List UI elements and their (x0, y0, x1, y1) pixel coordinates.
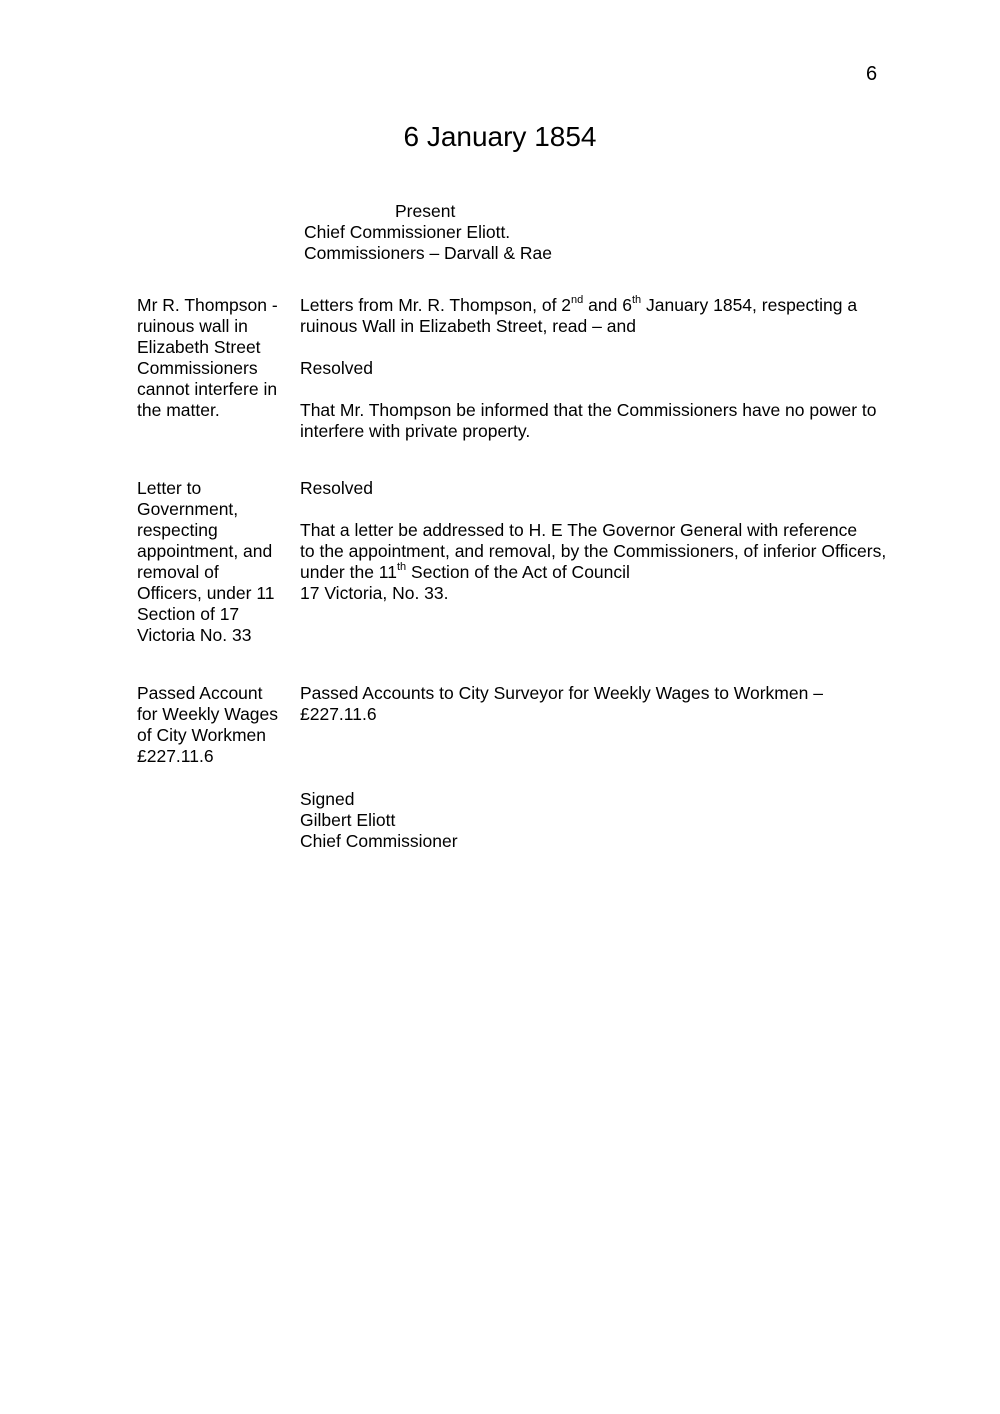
margin-line: appointment, and (137, 541, 273, 561)
letters-line-2: ruinous Wall in Elizabeth Street, read – and (300, 316, 636, 336)
margin-line: Elizabeth Street (137, 337, 261, 357)
resolution-line: to the appointment, and removal, by the Commissioners, of inferior Officers, (300, 541, 887, 561)
margin-line: £227.11.6 (137, 746, 214, 766)
signature-title: Chief Commissioner (300, 831, 458, 851)
margin-line: Officers, under 11 (137, 583, 275, 603)
margin-line: respecting (137, 520, 218, 540)
attendee-chief-commissioner: Chief Commissioner Eliott. (304, 222, 511, 242)
page-title: 6 January 1854 (403, 121, 597, 152)
margin-note-thompson (137, 295, 297, 421)
margin-line: Passed Account (137, 683, 263, 703)
resolution-line: 17 Victoria, No. 33. (300, 583, 449, 603)
margin-line: Commissioners (137, 358, 258, 378)
margin-note-government-letter (137, 478, 297, 646)
margin-line: Victoria No. 33 (137, 625, 252, 645)
signature-block (300, 789, 940, 852)
resolved-label: Resolved (300, 478, 373, 498)
margin-line: removal of (137, 562, 219, 582)
minute-passed-accounts (300, 683, 940, 725)
margin-line: for Weekly Wages (137, 704, 279, 724)
margin-line: Mr R. Thompson - (137, 295, 278, 315)
margin-line: Government, (137, 499, 239, 519)
resolution-line: interfere with private property. (300, 421, 531, 441)
margin-line: Section of 17 (137, 604, 240, 624)
margin-line: of City Workmen (137, 725, 267, 745)
margin-line: the matter. (137, 400, 220, 420)
signature-line: Signed (300, 789, 355, 809)
minute-thompson-letters (300, 295, 940, 337)
page-number: 6 (866, 63, 878, 85)
resolution-thompson (300, 400, 940, 442)
body-line: £227.11.6 (300, 704, 377, 724)
signature-name: Gilbert Eliott (300, 810, 396, 830)
resolution-line: That a letter be addressed to H. E The Governor General with reference (300, 520, 858, 540)
present-heading: Present (395, 201, 456, 221)
margin-line: Letter to (137, 478, 202, 498)
letters-line-1: Letters from Mr. R. Thompson, of 2nd and 6th January 1854, respecting a (300, 294, 858, 315)
resolution-line: That Mr. Thompson be informed that the Commissioners have no power to (300, 400, 877, 420)
resolution-line: under the 11th Section of the Act of Council (300, 561, 630, 582)
margin-note-passed-account (137, 683, 297, 767)
margin-line: cannot interfere in (137, 379, 278, 399)
attendee-commissioners: Commissioners – Darvall & Rae (304, 243, 552, 263)
body-line: Passed Accounts to City Surveyor for Weekly Wages to Workmen – (300, 683, 823, 703)
margin-line: ruinous wall in (137, 316, 248, 336)
resolved-label: Resolved (300, 358, 373, 378)
resolution-government-letter (300, 520, 940, 604)
